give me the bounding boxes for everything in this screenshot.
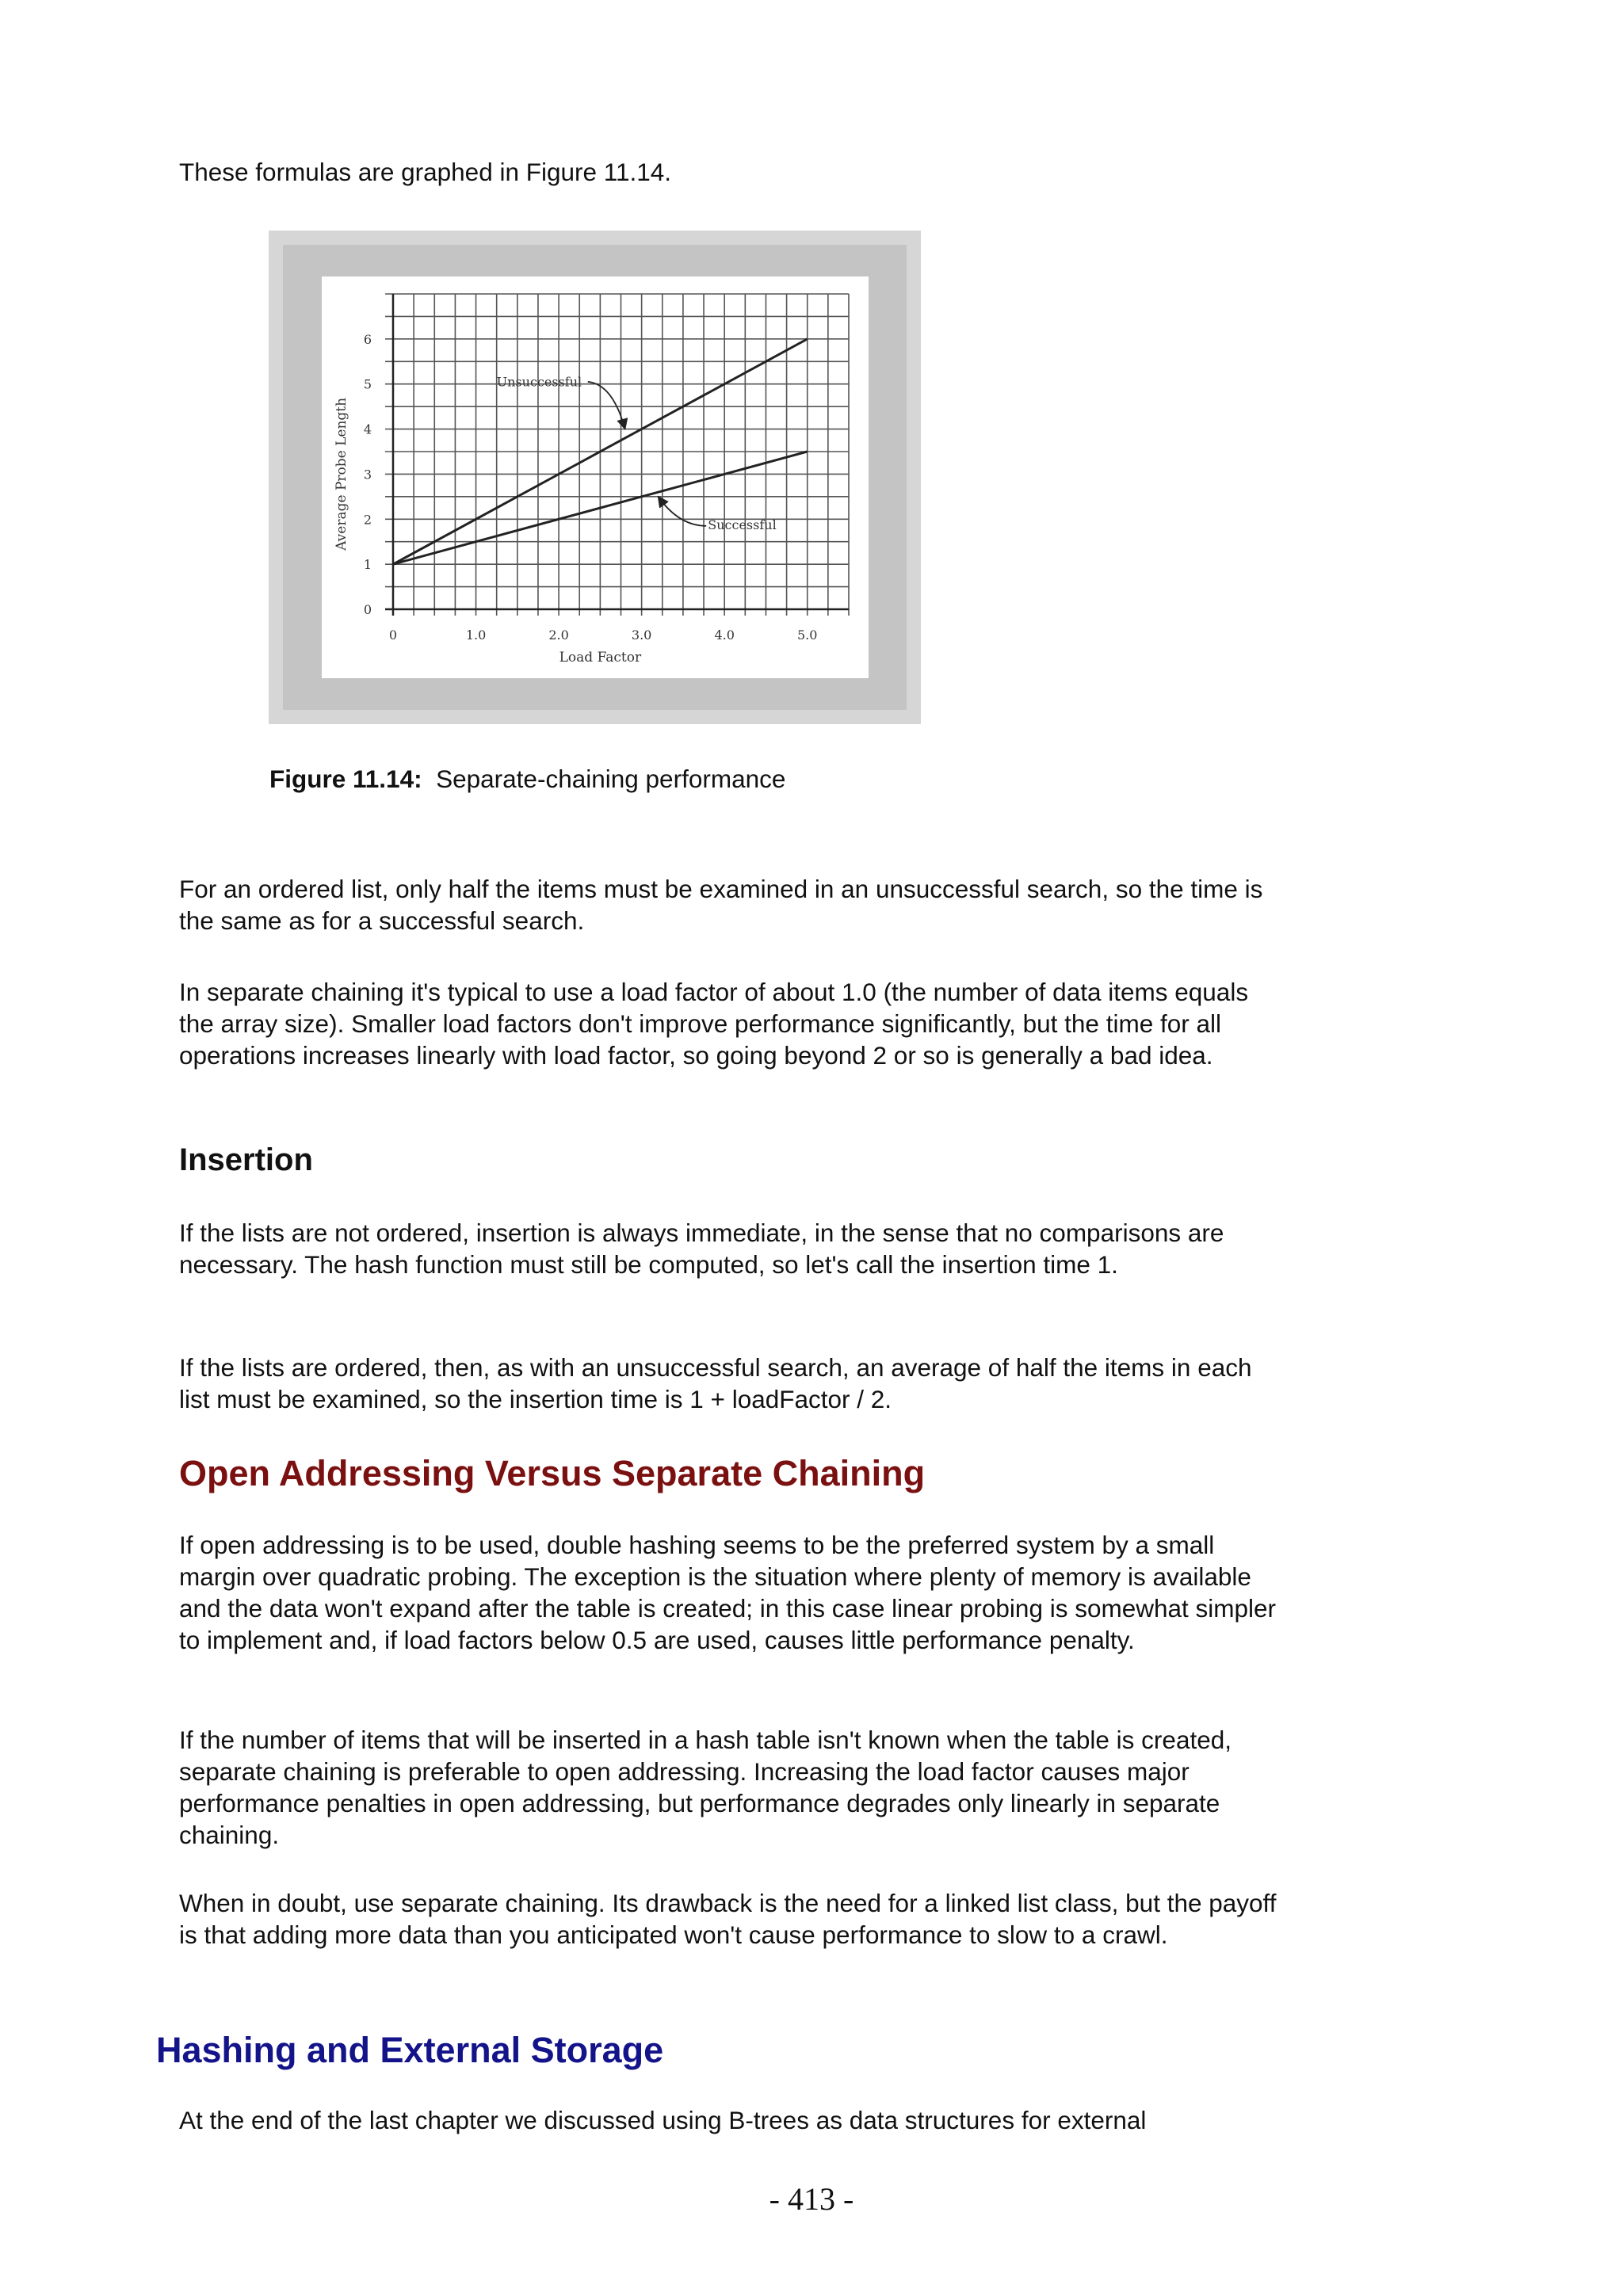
figure-caption — [269, 763, 785, 795]
x-tick-label: 1.0 — [465, 627, 487, 643]
heading-open-vs-separate: Open Addressing Versus Separate Chaining — [179, 1453, 926, 1493]
x-tick-label: 0 — [388, 627, 398, 643]
heading-hashing-external-storage: Hashing and External Storage — [156, 2030, 664, 2070]
figure-image-frame — [269, 231, 921, 724]
paragraph-unknown-items: If the number of items that will be inserted in a hash table isn't known when the table is created, separate chaining is preferable to open addressing. Increasing the load factor causes major performance penalties in open addressing, but performance degrades only linearly in separate chaining. — [179, 1726, 1232, 1849]
y-axis-label: Average Probe Length — [334, 397, 349, 551]
page-number: - 413 - — [769, 2181, 854, 2217]
paragraph-insertion-unordered: If the lists are not ordered, insertion is always immediate, in the sense that no comparisons are necessary. The hash function must still be computed, so let's call the insertion time 1. — [179, 1219, 1224, 1279]
figure-caption-text: Separate-chaining performance — [436, 765, 786, 793]
y-tick-label: 5 — [363, 376, 372, 392]
annotation-arrow-successful — [659, 497, 707, 526]
annotation-arrow-unsuccessful — [588, 382, 625, 429]
annotation-label-successful: Successful — [708, 517, 777, 532]
x-tick-label: 5.0 — [797, 627, 818, 643]
y-tick-label: 0 — [363, 602, 372, 617]
intro-paragraph: These formulas are graphed in Figure 11.14. — [179, 158, 672, 186]
separate-chaining-chart — [322, 277, 869, 678]
y-tick-label: 3 — [363, 467, 372, 482]
x-tick-label: 4.0 — [714, 627, 735, 643]
figure-label: Figure 11.14: — [269, 765, 422, 793]
paragraph-insertion-ordered: If the lists are ordered, then, as with an unsuccessful search, an average of half the items in each list must be examined, so the insertion time is 1 + loadFactor / 2. — [179, 1353, 1252, 1413]
annotation-label-unsuccessful: Unsuccessful — [496, 374, 582, 390]
y-tick-label: 4 — [363, 421, 372, 437]
paragraph-external-storage: At the end of the last chapter we discussed using B-trees as data structures for external — [179, 2106, 1147, 2134]
x-axis-label: Load Factor — [559, 650, 642, 666]
chart-panel — [322, 277, 869, 678]
x-tick-label: 2.0 — [548, 627, 569, 643]
paragraph-open-addressing: If open addressing is to be used, double hashing seems to be the preferred system by a small margin over quadratic probing. The exception is the situation where plenty of memory is available and the data won't expand after the table is created; in this case linear probing is somewhat simpler to implement and, if load factors below 0.5 are used, causes little performance penalty. — [179, 1531, 1277, 1654]
paragraph-ordered-list: For an ordered list, only half the items must be examined in an unsuccessful search, so the time is the same as for a successful search. — [179, 875, 1263, 935]
paragraph-load-factor: In separate chaining it's typical to use a load factor of about 1.0 (the number of data items equals the array size). Smaller load factors don't improve performance significantly, but the time for all operations increases linearly with load factor, so going beyond 2 or so is generally a bad idea. — [179, 978, 1249, 1070]
paragraph-when-in-doubt: When in doubt, use separate chaining. Its drawback is the need for a linked list class, but the payoff is that adding more data than you anticipated won't cause performance to slow to a crawl. — [179, 1889, 1277, 1949]
heading-insertion: Insertion — [179, 1142, 313, 1177]
y-tick-label: 6 — [363, 331, 372, 347]
y-tick-label: 2 — [363, 512, 372, 528]
x-tick-label: 3.0 — [631, 627, 652, 643]
y-tick-label: 1 — [363, 557, 372, 573]
